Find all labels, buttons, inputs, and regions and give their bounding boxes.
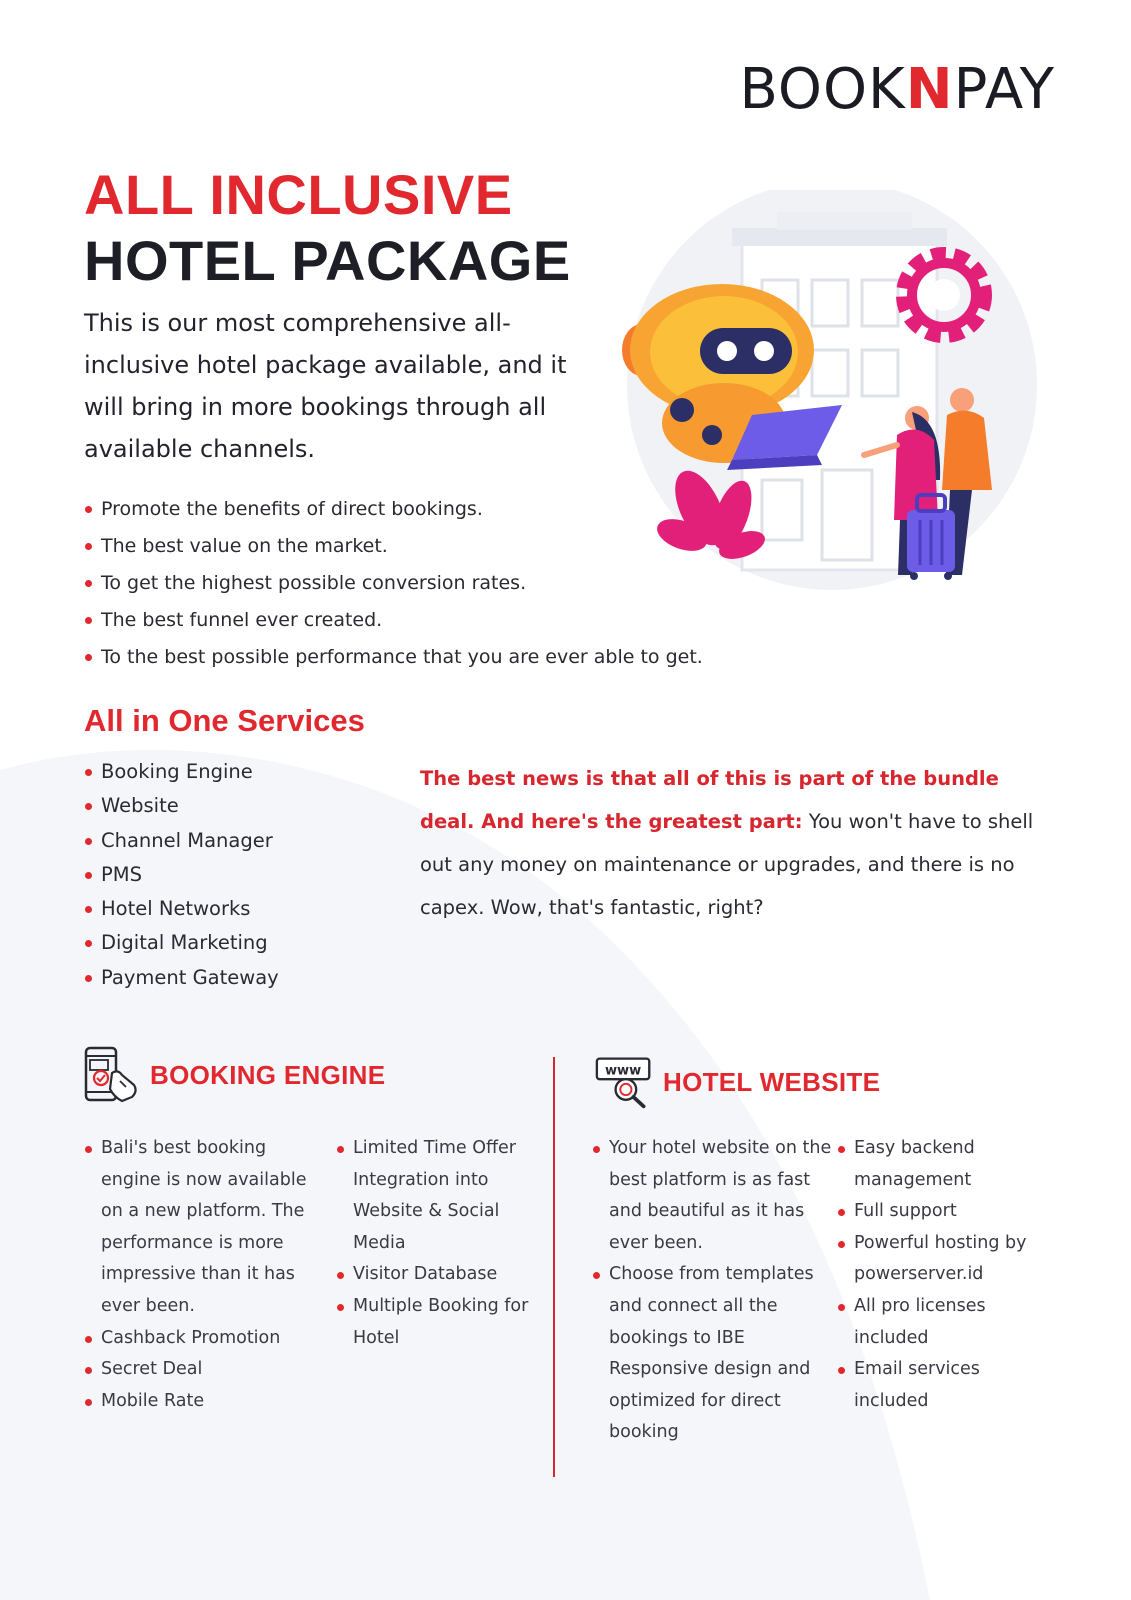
hotel-website-item: Easy backend management xyxy=(837,1133,1037,1196)
booking-engine-item: Mobile Rate xyxy=(84,1386,314,1418)
benefit-item: Promote the benefits of direct bookings. xyxy=(84,491,804,528)
services-title: All in One Services xyxy=(84,703,365,738)
logo-n: N xyxy=(905,57,954,122)
bundle-text xyxy=(420,757,1040,929)
service-item: Digital Marketing xyxy=(84,926,279,960)
booking-engine-item: Cashback Promotion xyxy=(84,1323,314,1355)
hotel-website-title: HOTEL WEBSITE xyxy=(663,1066,881,1097)
booking-engine-item: Bali's best booking engine is now available on a new platform. The performance is more impressive than it has ever been. xyxy=(84,1133,314,1323)
bundle-rest: You won't have to shell out any money on maintenance or upgrades, and there is no capex. Wow, that's fantastic, right? xyxy=(420,810,1034,919)
hotel-website-list-1 xyxy=(592,1133,832,1449)
logo-prefix: BOOK xyxy=(739,57,906,122)
hero-title-line1: ALL INCLUSIVE xyxy=(84,163,513,226)
booking-engine-item: Visitor Database xyxy=(336,1259,536,1291)
booking-engine-item: Limited Time Offer Integration into Website & Social Media xyxy=(336,1133,536,1259)
booknpay-logo xyxy=(739,57,1055,122)
www-search-icon xyxy=(595,1052,653,1112)
service-item: Channel Manager xyxy=(84,824,279,858)
hotel-website-item: Choose from templates and connect all the bookings to IBE Responsive design and optimized for direct booking xyxy=(592,1259,832,1449)
hero-title-line2: HOTEL PACKAGE xyxy=(84,229,571,292)
service-item: Payment Gateway xyxy=(84,961,279,995)
hotel-website-item: Powerful hosting by powerserver.id xyxy=(837,1228,1037,1291)
booking-engine-item: Multiple Booking for Hotel xyxy=(336,1291,536,1354)
hotel-website-item: Full support xyxy=(837,1196,1037,1228)
hotel-website-heading xyxy=(595,1052,880,1112)
benefits-list xyxy=(84,491,804,676)
booking-engine-item: Secret Deal xyxy=(84,1354,314,1386)
section-divider xyxy=(553,1057,555,1477)
service-item: Website xyxy=(84,789,279,823)
logo-suffix: PAY xyxy=(953,57,1055,122)
services-list xyxy=(84,755,279,995)
hero-intro: This is our most comprehensive all-inclusive hotel package available, and it will bring in more bookings through all available channels. xyxy=(84,309,567,463)
benefit-item: To get the highest possible conversion rates. xyxy=(84,565,804,602)
www-icon-text: www xyxy=(604,1063,642,1079)
bundle-highlight: The best news is that all of this is part of the bundle deal. And here's the greatest part: xyxy=(420,767,999,833)
hotel-website-item: Email services included xyxy=(837,1354,1037,1417)
benefit-item: The best funnel ever created. xyxy=(84,602,804,639)
benefit-item: The best value on the market. xyxy=(84,528,804,565)
hero-title xyxy=(84,162,571,294)
mobile-booking-icon xyxy=(82,1045,140,1105)
booking-engine-list-2 xyxy=(336,1133,536,1354)
booking-engine-heading xyxy=(82,1045,385,1105)
booking-engine-title: BOOKING ENGINE xyxy=(150,1059,386,1090)
service-item: Hotel Networks xyxy=(84,892,279,926)
hotel-website-item: All pro licenses included xyxy=(837,1291,1037,1354)
booking-engine-list-1 xyxy=(84,1133,314,1417)
service-item: Booking Engine xyxy=(84,755,279,789)
service-item: PMS xyxy=(84,858,279,892)
hotel-website-list-2 xyxy=(837,1133,1037,1417)
hotel-website-item: Your hotel website on the best platform is as fast and beautiful as it has ever been. xyxy=(592,1133,832,1259)
benefit-item: To the best possible performance that you are ever able to get. xyxy=(84,639,804,676)
